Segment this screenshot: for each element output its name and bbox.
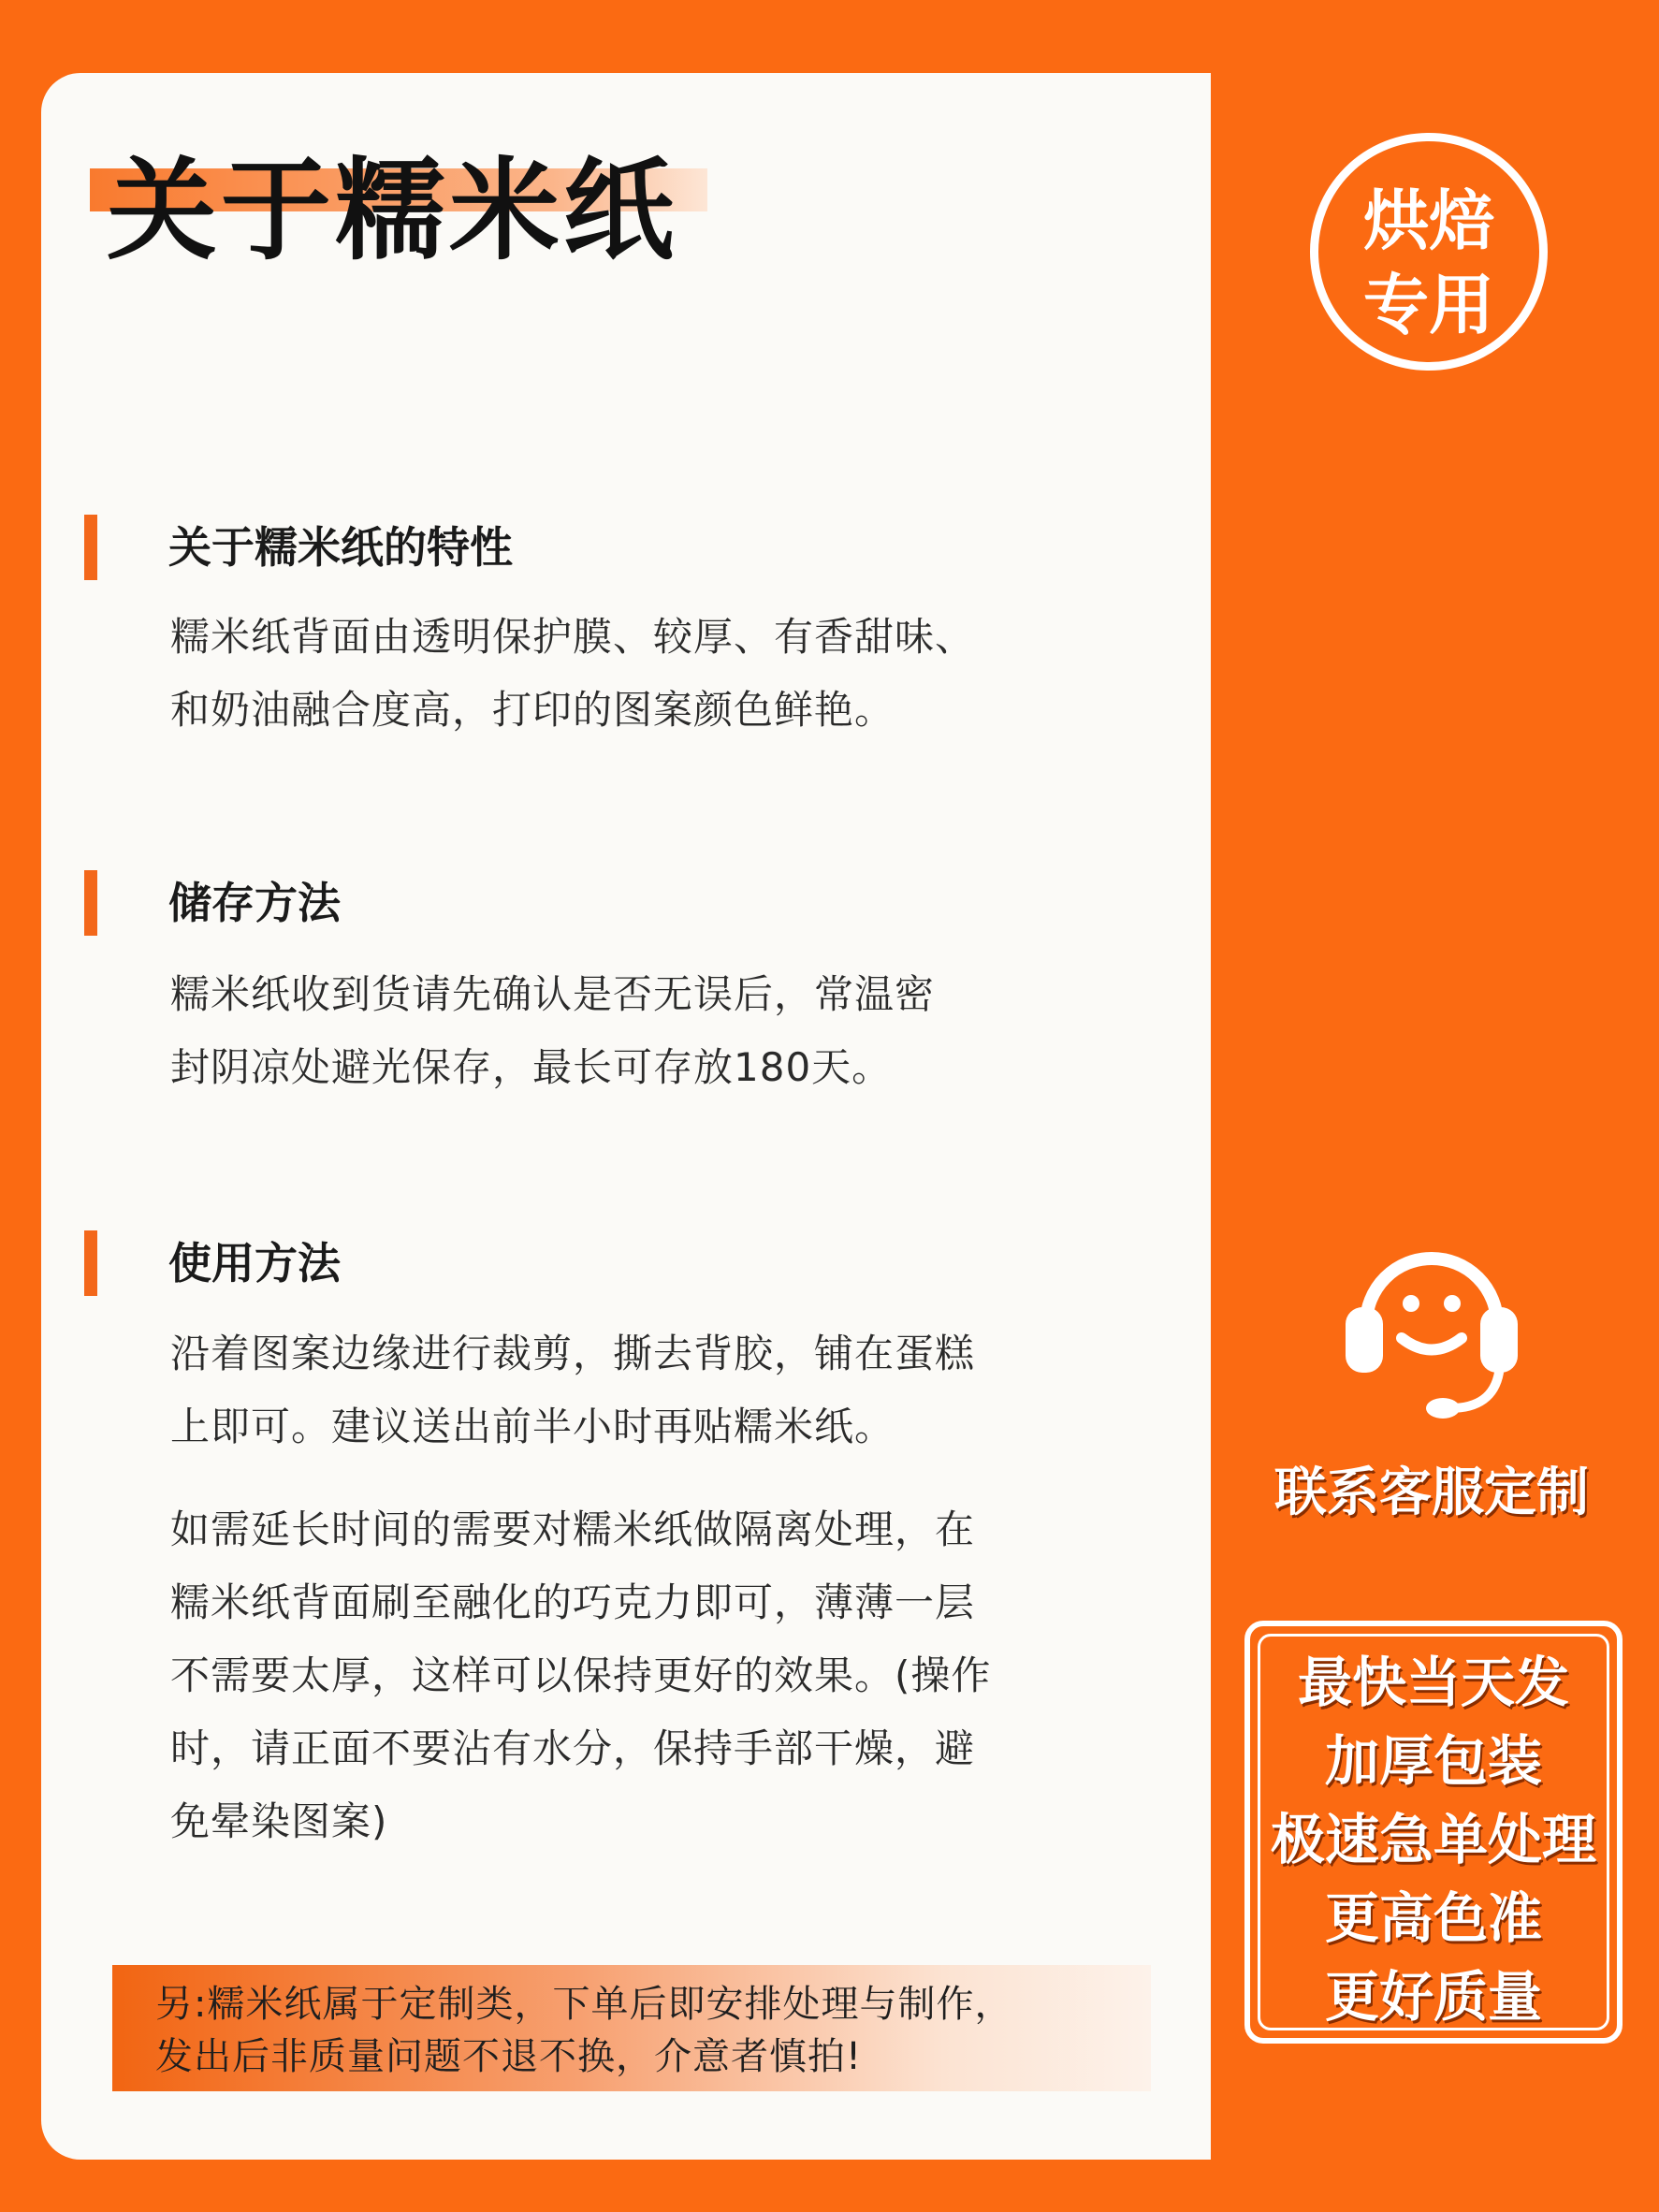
feature-item: 最快当天发	[1297, 1651, 1569, 1714]
section-marker	[84, 515, 97, 580]
section-text-properties: 糯米纸背面由透明保护膜、较厚、有香甜味、 和奶油融合度高，打印的图案颜色鲜艳。	[170, 614, 976, 733]
feature-item: 极速急单处理	[1270, 1808, 1596, 1871]
section-heading-usage: 使用方法	[168, 1238, 341, 1288]
baking-only-badge	[1310, 133, 1548, 371]
feature-item: 更好质量	[1324, 1965, 1542, 2029]
section-heading-properties: 关于糯米纸的特性	[168, 522, 513, 573]
customer-service-headset-icon	[1329, 1221, 1535, 1427]
contact-support-label: 联系客服定制	[1274, 1463, 1589, 1523]
disclaimer-text: 另:糯米纸属于定制类，下单后即安排处理与制作， 发出后非质量问题不退不换，介意者慎拍!	[155, 1983, 1013, 2078]
features-box	[1244, 1621, 1623, 2044]
section-heading-storage: 储存方法	[168, 878, 341, 928]
features-list	[1250, 1643, 1617, 2036]
badge-line-1: 烘焙	[1363, 182, 1494, 259]
section-text-storage: 糯米纸收到货请先确认是否无误后，常温密 封阴凉处避光保存，最长可存放180天。	[170, 971, 936, 1090]
section-text-usage: 沿着图案边缘进行裁剪，撕去背胶，铺在蛋糕 上即可。建议送出前半小时再贴糯米纸。	[170, 1331, 976, 1449]
feature-item: 加厚包装	[1324, 1729, 1542, 1793]
page-title: 关于糯米纸	[107, 146, 678, 275]
feature-item: 更高色准	[1324, 1886, 1542, 1950]
section-marker	[84, 870, 97, 936]
disclaimer-note	[112, 1965, 1151, 2091]
section-marker	[84, 1230, 97, 1296]
badge-line-2: 专用	[1363, 267, 1494, 343]
section-text-usage-extended: 如需延长时间的需要对糯米纸做隔离处理，在 糯米纸背面刷至融化的巧克力即可，薄薄一层 不需要太厚，这样可以保持更好的效果。(操作 时，请正面不要沾有水分，保持手部干燥，避 免晕染图案)	[170, 1506, 992, 1844]
